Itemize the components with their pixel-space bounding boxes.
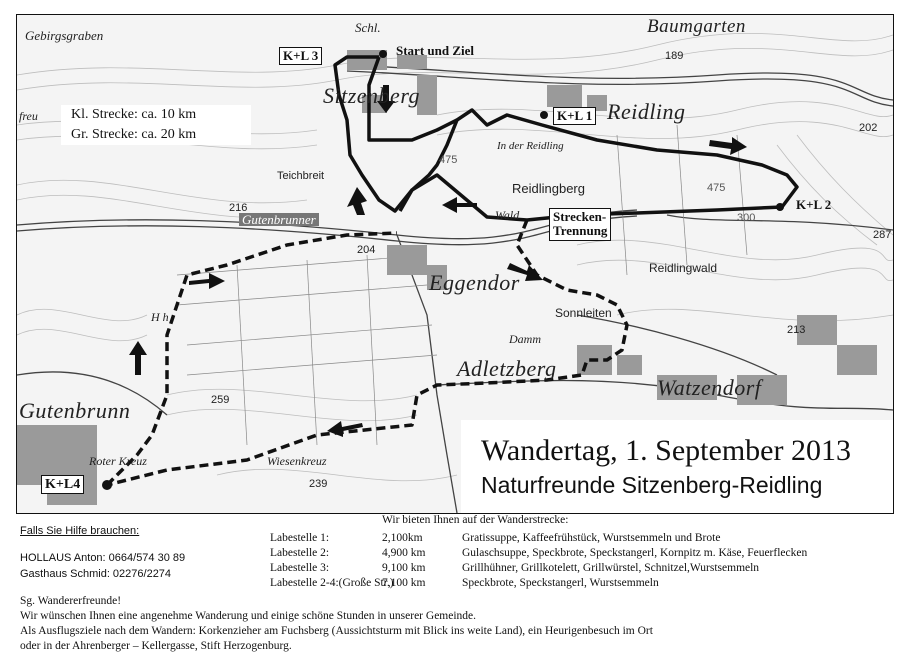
greeting-line-2: Wir wünschen Ihnen eine angenehme Wanderung und einige schöne Stunden in unserer Gemeinde. <box>20 610 477 622</box>
station-1-km: 2,100km <box>382 532 423 544</box>
greeting-line-1: Sg. Wandererfreunde! <box>20 595 122 607</box>
place-reidling: Reidling <box>607 99 686 124</box>
start-dot <box>379 50 387 58</box>
legend-long-route: Gr. Strecke: ca. 20 km <box>71 127 197 142</box>
elevation-300: 300 <box>737 212 756 224</box>
arrow-up-icon <box>129 341 147 375</box>
route-legend <box>61 105 251 145</box>
station-3-name: Labestelle 3: <box>270 562 330 574</box>
help-heading: Falls Sie Hilfe brauchen: <box>20 525 140 537</box>
place-eggendorf: Eggendor <box>429 270 520 295</box>
map-title-box <box>461 420 893 513</box>
checkpoint-kl2: K+L 2 <box>796 197 832 212</box>
checkpoint-kl1: K+L 1 <box>553 107 596 125</box>
elevation-189: 189 <box>665 50 684 62</box>
arrow-right-icon <box>709 137 747 155</box>
arrow-left-icon <box>442 197 477 213</box>
start-finish-label: Start und Ziel <box>396 43 475 58</box>
place-roter-kreuz: Roter Kreuz <box>89 454 147 468</box>
kl1-dot <box>540 111 548 119</box>
place-watzendorf: Watzendorf <box>657 375 762 400</box>
arrow-left-icon <box>327 421 363 437</box>
arrow-right-icon <box>189 273 225 289</box>
station-2-food: Gulaschsuppe, Speckbrote, Speckstangerl, Kornpitz m. Käse, Feuerflecken <box>462 547 808 559</box>
place-adletzberg: Adletzberg <box>457 356 557 381</box>
arrow-up-icon <box>347 187 367 215</box>
place-hoch: H h <box>151 310 169 324</box>
map-title: Wandertag, 1. September 2013 <box>481 434 851 467</box>
elevation-213: 213 <box>787 324 806 336</box>
greeting-line-4: oder in der Ahrenberger – Kellergasse, Stift Herzogenburg. <box>20 640 292 652</box>
map-subtitle: Naturfreunde Sitzenberg-Reidling <box>481 472 823 498</box>
elevation-239: 239 <box>309 478 328 490</box>
route-split-label <box>549 208 611 241</box>
hiking-map <box>16 14 894 514</box>
place-gutenbrunn: Gutenbrunn <box>19 398 131 423</box>
station-4-food: Speckbrote, Speckstangerl, Wurstsemmeln <box>462 577 659 589</box>
place-gutenbrunner: Gutenbrunner <box>239 213 319 226</box>
place-freu: freu <box>19 109 38 123</box>
place-schl: Schl. <box>355 20 381 35</box>
elevation-216: 216 <box>229 202 248 214</box>
route-split-line1: Strecken- <box>553 209 607 224</box>
station-4-km: 7,100 km <box>382 577 426 589</box>
place-wiesenkreuz: Wiesenkreuz <box>267 454 327 468</box>
route-split-line2: Trennung <box>553 223 608 239</box>
place-in-der-reidling: In der Reidling <box>497 140 564 152</box>
elevation-475b: 475 <box>707 182 726 194</box>
kl2-dot <box>776 203 784 211</box>
place-wald: Wald <box>495 208 520 222</box>
elevation-202: 202 <box>859 122 878 134</box>
station-2-km: 4,900 km <box>382 547 426 559</box>
help-contact-2: Gasthaus Schmid: 02276/2274 <box>20 568 172 580</box>
checkpoint-kl3: K+L 3 <box>279 47 322 65</box>
elevation-475a: 475 <box>439 154 458 166</box>
greeting-line-3: Als Ausflugsziele nach dem Wandern: Korkenzieher am Fuchsberg (Aussichtsturm mit Blick ins weite Land), ein Heurigenbesuch im Ort <box>20 625 653 637</box>
station-1-food: Gratissuppe, Kaffeefrühstück, Wurstsemmeln und Brote <box>462 532 721 544</box>
checkpoint-kl4: K+L4 <box>41 475 84 494</box>
offer-heading: Wir bieten Ihnen auf der Wanderstrecke: <box>382 514 569 526</box>
place-reidlingwald: Reidlingwald <box>649 261 718 275</box>
legend-short-route: Kl. Strecke: ca. 10 km <box>71 107 197 122</box>
place-reidlingberg: Reidlingberg <box>512 181 585 196</box>
station-2-name: Labestelle 2: <box>270 547 330 559</box>
place-gebirgsgraben: Gebirgsgraben <box>25 28 104 43</box>
help-contact-1: HOLLAUS Anton: 0664/574 30 89 <box>20 552 186 564</box>
station-4-name: Labestelle 2-4:(Große Str.) <box>270 577 394 589</box>
place-sitzenberg: Sitzenberg <box>323 83 421 108</box>
place-teichbreit: Teichbreit <box>277 170 325 182</box>
place-sonnleiten: Sonnleiten <box>555 306 612 320</box>
place-damm: Damm <box>509 332 541 346</box>
station-1-name: Labestelle 1: <box>270 532 330 544</box>
station-3-food: Grillhühner, Grillkotelett, Grillwürstel, Schnitzel,Wurstsemmeln <box>462 562 760 574</box>
kl4-dot <box>102 480 112 490</box>
elevation-287: 287 <box>873 229 892 241</box>
elevation-259: 259 <box>211 394 230 406</box>
elevation-204: 204 <box>357 244 376 256</box>
place-baumgarten: Baumgarten <box>647 16 746 37</box>
station-3-km: 9,100 km <box>382 562 426 574</box>
contour-lines <box>17 33 893 480</box>
